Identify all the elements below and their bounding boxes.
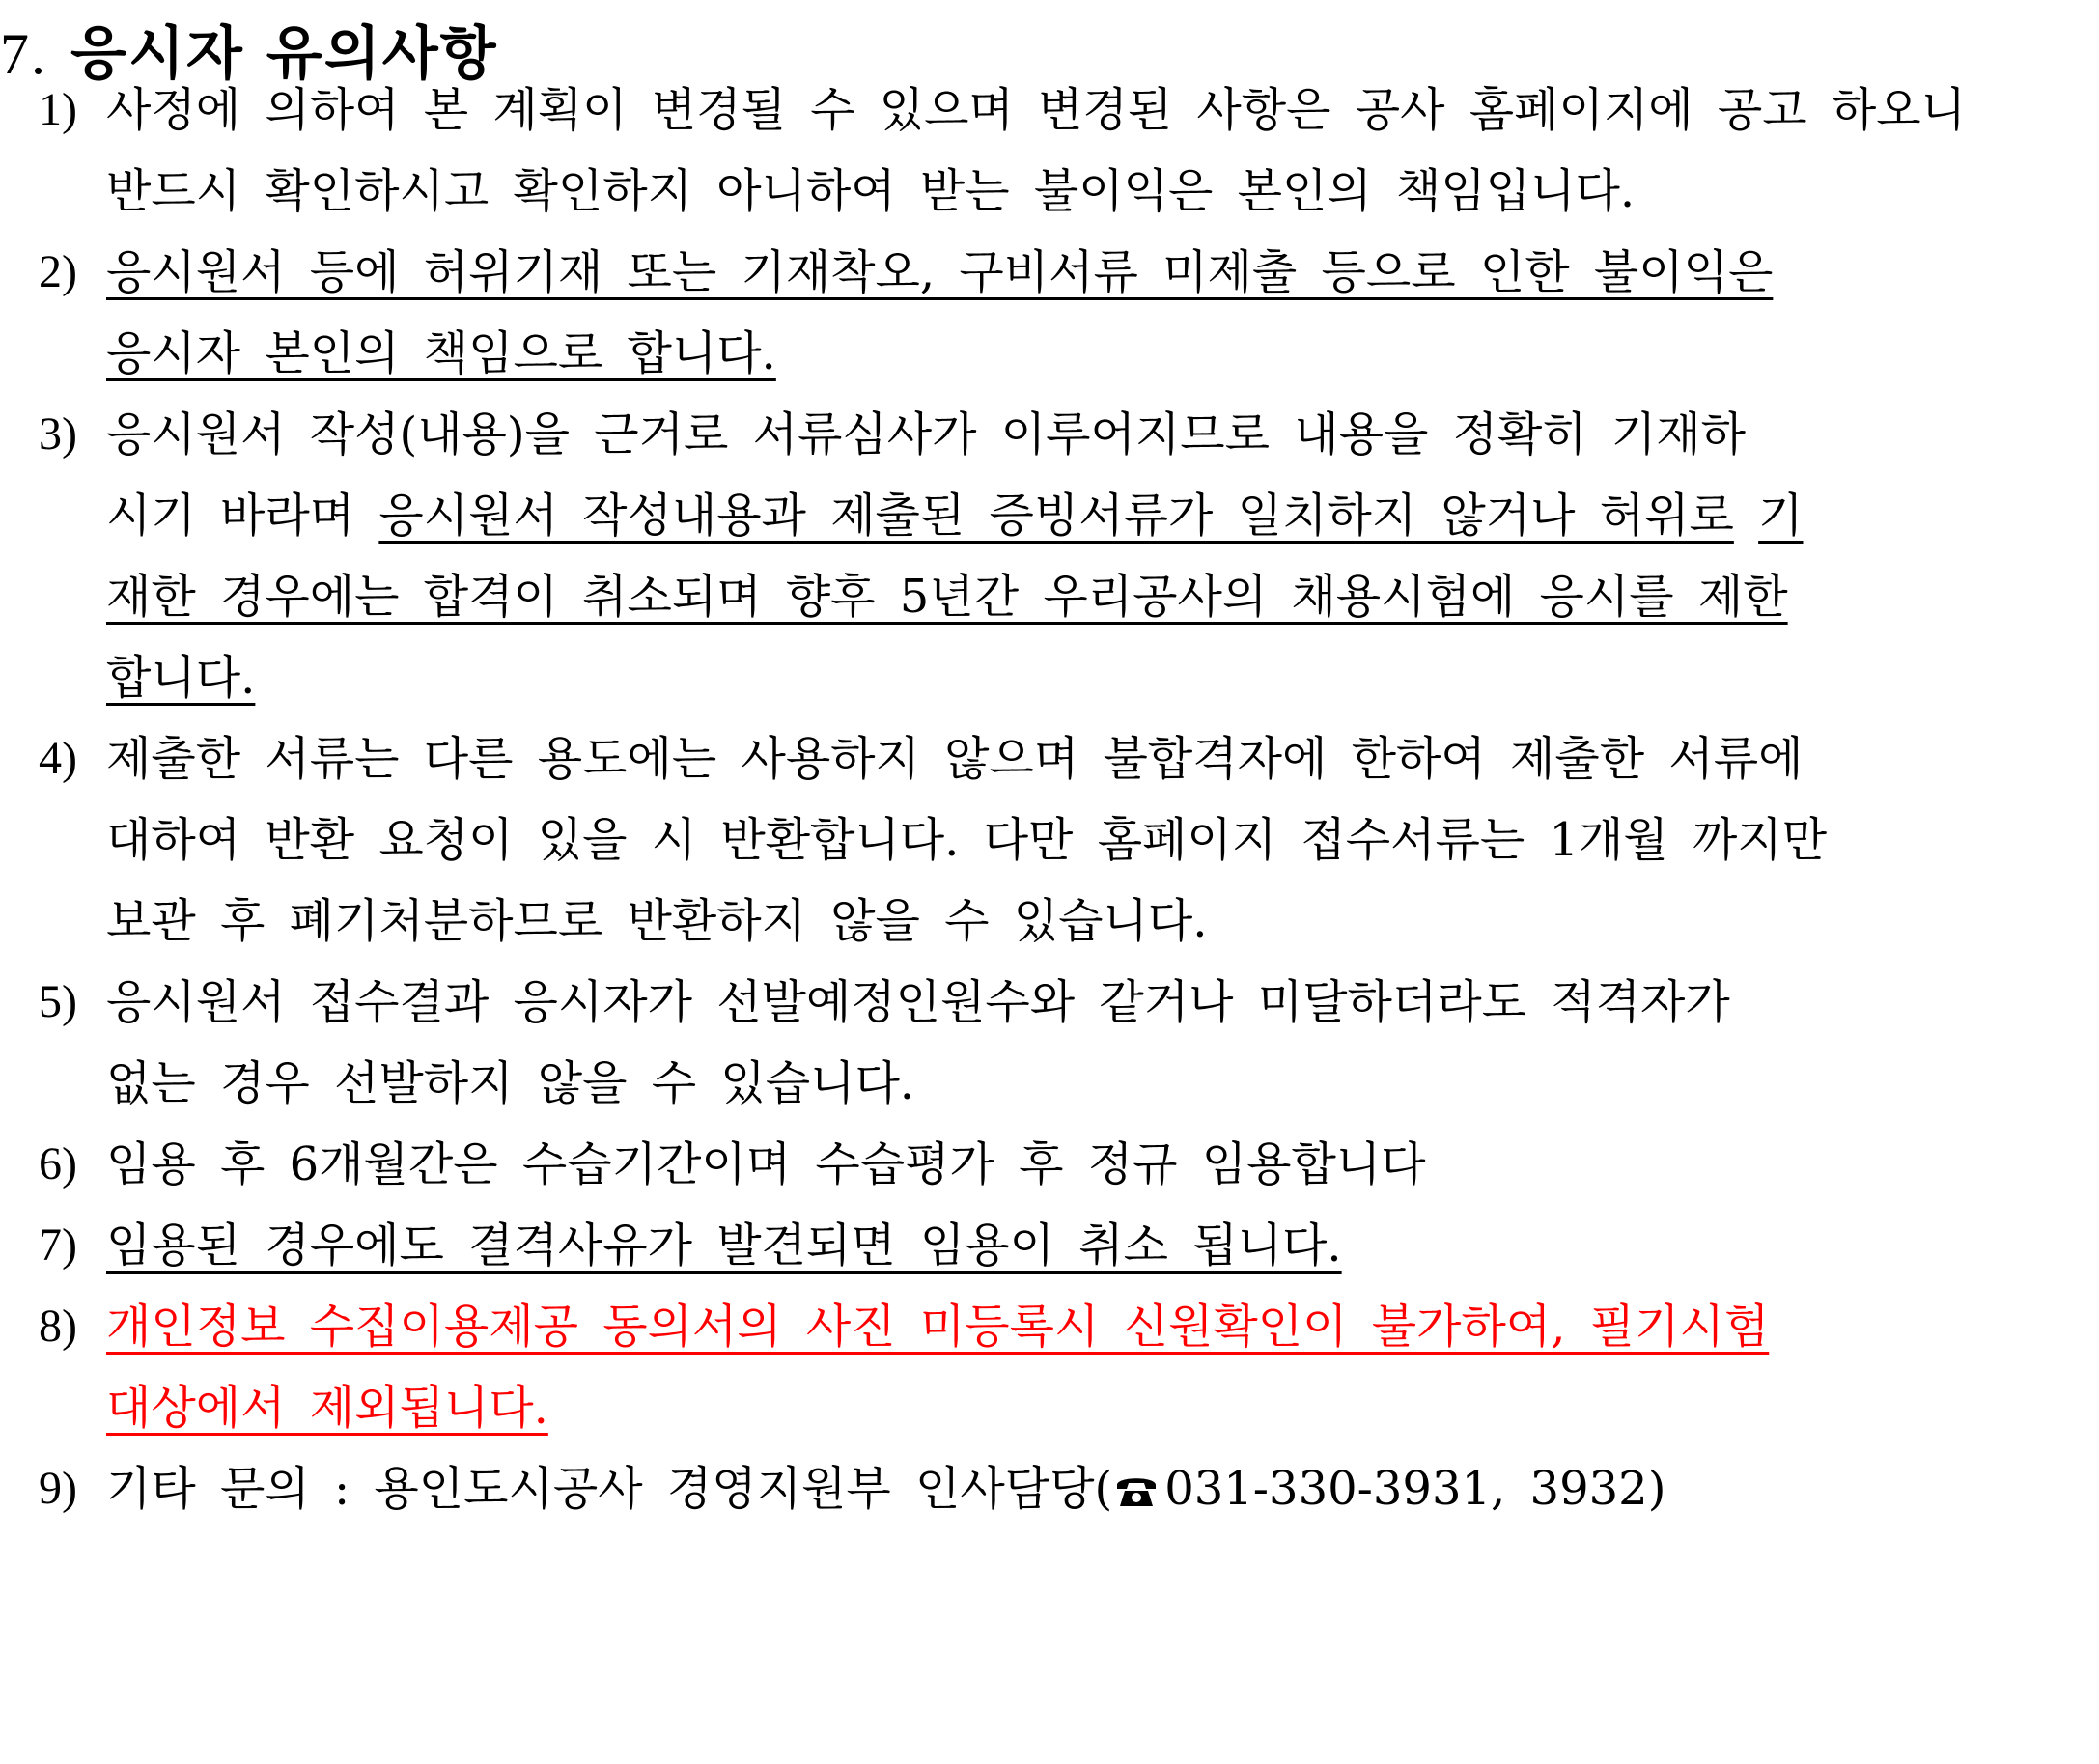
- item-line-underlined-tail: 기: [1758, 489, 1804, 543]
- item-text: [106, 70, 2076, 232]
- item-line-warning: 대상에서 제외됩니다.: [106, 1381, 548, 1435]
- item-line-underlined: 응시원서 작성내용과 제출된 증빙서류가 일치하지 않거나 허위로: [378, 489, 1734, 543]
- contact-phone: 031-330-3931, 3932): [1164, 1462, 1666, 1516]
- item-number: 4): [39, 733, 77, 784]
- item-line: 대하여 반환 요청이 있을 시 반환합니다. 다만 홈페이지 접수서류는 1개월 까지만: [106, 813, 1828, 867]
- item-line-warning: 개인정보 수집이용제공 동의서의 사진 미등록시 신원확인이 불가하여, 필기시험: [106, 1300, 1770, 1354]
- item-text: [106, 1448, 2076, 1529]
- item-line-underlined: 임용된 경우에도 결격사유가 발견되면 임용이 취소 됩니다.: [106, 1218, 1342, 1273]
- item-text: [106, 962, 2076, 1124]
- item-line-plain: 시기 바라며: [106, 489, 379, 543]
- section-title: 응시자 유의사항: [70, 20, 498, 88]
- item-line: 사정에 의하여 본 계획이 변경될 수 있으며 변경된 사항은 공사 홈페이지에 공고 하오니: [106, 83, 1966, 137]
- item-line: 보관 후 폐기처분하므로 반환하지 않을 수 있습니다.: [106, 894, 1208, 948]
- item-text: [106, 1205, 2076, 1286]
- item-number: 9): [39, 1463, 77, 1514]
- item-number: 2): [39, 246, 77, 297]
- item-text: [106, 394, 2076, 718]
- item-line-underlined: 응시자 본인의 책임으로 합니다.: [106, 326, 776, 380]
- item-text: [106, 1286, 2076, 1448]
- item-text: [106, 718, 2076, 962]
- item-line: 임용 후 6개월간은 수습기간이며 수습평가 후 정규 임용합니다: [106, 1137, 1426, 1191]
- item-line-underlined: 합니다.: [106, 651, 256, 705]
- item-line: 응시원서 작성(내용)을 근거로 서류심사가 이루어지므로 내용을 정확히 기재하: [106, 407, 1747, 462]
- item-line: 없는 경우 선발하지 않을 수 있습니다.: [106, 1056, 915, 1110]
- item-number: 5): [39, 976, 77, 1027]
- section-number: 7.: [0, 22, 47, 86]
- item-number: 8): [39, 1301, 77, 1352]
- item-text: [106, 1124, 2076, 1205]
- item-line-underlined: 응시원서 등에 허위기재 또는 기재착오, 구비서류 미제출 등으로 인한 불이익은: [106, 245, 1774, 299]
- item-line: 반드시 확인하시고 확인하지 아니하여 받는 불이익은 본인의 책임입니다.: [106, 164, 1636, 218]
- contact-prefix: 기타 문의 : 용인도시공사 경영지원부 인사담당(: [106, 1462, 1113, 1516]
- item-number: 3): [39, 408, 77, 460]
- item-number: 7): [39, 1219, 77, 1271]
- telephone-icon: [1114, 1454, 1159, 1493]
- item-line: 응시원서 접수결과 응시자가 선발예정인원수와 같거나 미달하더라도 적격자가: [106, 975, 1730, 1029]
- item-line-underlined: 재한 경우에는 합격이 취소되며 향후 5년간 우리공사의 채용시험에 응시를 제한: [106, 570, 1788, 624]
- item-text: [106, 232, 2076, 394]
- item-line: 제출한 서류는 다른 용도에는 사용하지 않으며 불합격자에 한하여 제출한 서류에: [106, 732, 1804, 786]
- item-number: 6): [39, 1138, 77, 1190]
- item-number: 1): [39, 84, 77, 135]
